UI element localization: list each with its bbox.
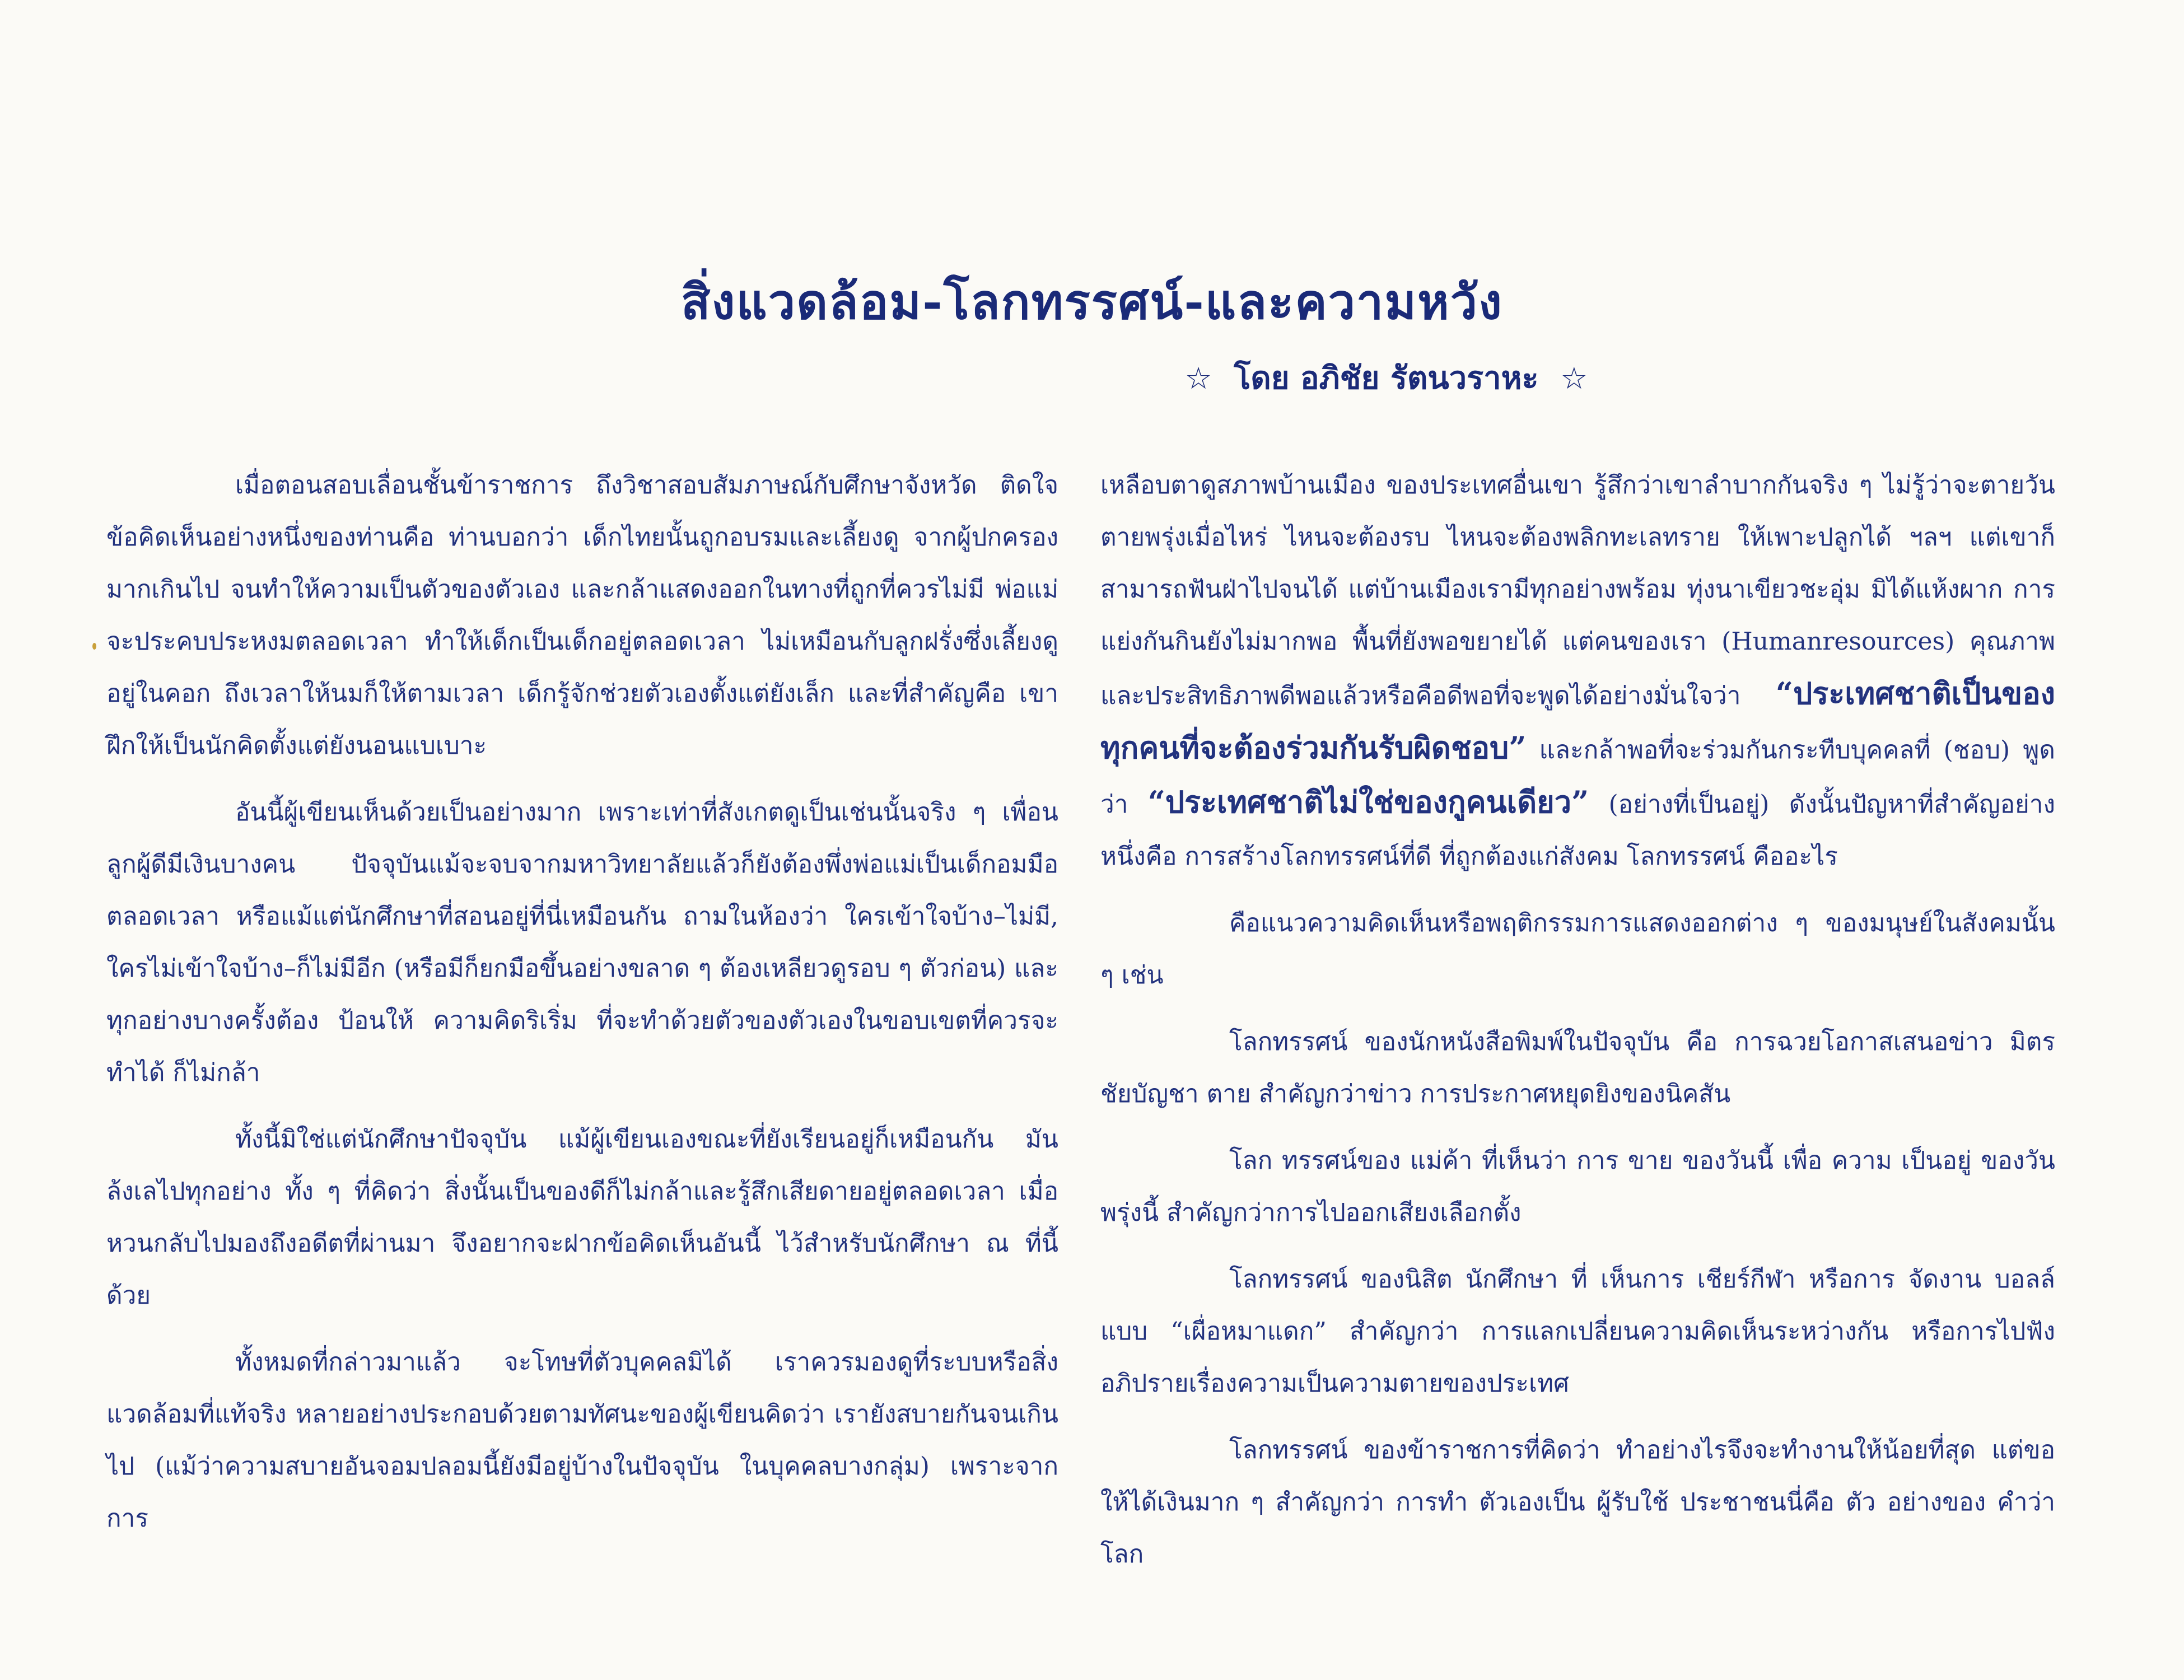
text-run: (อย่างที่เป็นอยู่) ดังนั้นปัญหาที่สำคัญอย่างหนึ่งคือ การสร้างโลกทรรศน์ที่ดี ที่ถูกต้องแก่สังคม โลกทรรศน์ คืออะไร [1100,790,2055,871]
paragraph: คือแนวความคิดเห็นหรือพฤติกรรมการแสดงออกต่าง ๆ ของมนุษย์ในสังคมนั้น ๆ เช่น [1100,909,2055,990]
author-name: โดย อภิชัย รัตนวราหะ [1234,360,1539,396]
paper-speck [92,643,96,650]
paragraph: โลกทรรศน์ ของข้าราชการที่คิดว่า ทำอย่างไรจึงจะทำงานให้น้อยที่สุด แต่ขอให้ได้เงินมาก ๆ สำคัญกว่า การทำ ตัวเองเป็น ผู้รับใช้ ประชาชนนี่คือ ตัว อย่างของ คำว่า โลก [1100,1436,2055,1569]
paragraph: โลกทรรศน์ ของนิสิต นักศึกษา ที่ เห็นการ เชียร์กีฬา หรือการ จัดงาน บอลล์แบบ “เผื่อหมาแดก” สำคัญกว่า การแลกเปลี่ยนความคิดเห็นระหว่างกัน หรือการไปฟังอภิปรายเรื่องความเป็นความตายของประเทศ [1100,1265,2055,1398]
paragraph: โลกทรรศน์ ของนักหนังสือพิมพ์ในปัจจุบัน คือ การฉวยโอกาสเสนอข่าว มิตร ชัยบัญชา ตาย สำคัญกว่าข่าว การประกาศหยุดยิงของนิคสัน [1100,1028,2055,1108]
paragraph: เมื่อตอนสอบเลื่อนชั้นข้าราชการ ถึงวิชาสอบสัมภาษณ์กับศึกษาจังหวัด ติดใจข้อคิดเห็นอย่างหนึ่งของท่านคือ ท่านบอกว่า เด็กไทยนั้นถูกอบรมและเลี้ยงดู จากผู้ปกครองมากเกินไป จนทำให้ความเป็นตัวของตัวเอง และกล้าแสดงออกในทางที่ถูกที่ควรไม่มี พ่อแม่จะประคบประหงมตลอดเวลา ทำให้เด็กเป็นเด็กอยู่ตลอดเวลา ไม่เหมือนกับลูกฝรั่งซึ่งเลี้ยงดูอยู่ในคอก ถึงเวลาให้นมก็ให้ตามเวลา เด็กรู้จักช่วยตัวเองตั้งแต่ยังเล็ก และที่สำคัญคือ เขาฝึกให้เป็นนักคิดตั้งแต่ยังนอนแบเบาะ [106,471,1058,760]
paragraph: โลก ทรรศน์ของ แม่ค้า ที่เห็นว่า การ ขาย ของวันนี้ เพื่อ ความ เป็นอยู่ ของวัน พรุ่งนี้ สำคัญกว่าการไปออกเสียงเลือกตั้ง [1100,1146,2055,1227]
star-icon: ☆ [1560,361,1588,396]
left-column [106,459,1058,1559]
text-run: และกล้าพอที่จะร่วมกันกระทืบบุคคลที่ (ชอบ) พูดว่า [1100,736,2055,819]
quote-nation-not-mine: “ประเทศชาติไม่ใช่ของกูคนเดียว” [1147,784,1589,820]
paragraph: ทั้งนี้มิใช่แต่นักศึกษาปัจจุบัน แม้ผู้เขียนเองขณะที่ยังเรียนอยู่ก็เหมือนกัน มันล้งเลไปทุกอย่าง ทั้ง ๆ ที่คิดว่า สิ่งนั้นเป็นของดีก็ไม่กล้าและรู้สึกเสียดายอยู่ตลอดเวลา เมื่อหวนกลับไปมองถึงอดีตที่ผ่านมา จึงอยากจะฝากข้อคิดเห็นอันนี้ ไว้สำหรับนักศึกษา ณ ที่นี้ด้วย [106,1125,1058,1310]
paragraph: ทั้งหมดที่กล่าวมาแล้ว จะโทษที่ตัวบุคคลมิได้ เราควรมองดูที่ระบบหรือสิ่งแวดล้อมที่แท้จริง หลายอย่างประกอบด้วยตามทัศนะของผู้เขียนคิดว่า เรายังสบายกันจนเกินไป (แม้ว่าความสบายอันจอมปลอมนี้ยังมีอยู่บ้างในปัจจุบัน ในบุคคลบางกลุ่ม) เพราะจากการ [106,1348,1058,1533]
quote-nation-everyone: “ประเทศชาติเป็นของทุกคนที่จะต้องร่วมกันรับผิดชอบ” [1100,675,2055,766]
byline [1185,353,1588,403]
article-title: สิ่งแวดล้อม-โลกทรรศน์-และความหวัง [681,274,1503,330]
text-run: เหลือบตาดูสภาพบ้านเมือง ของประเทศอื่นเขา รู้สึกว่าเขาลำบากกันจริง ๆ ไม่รู้ว่าจะตายวันตายพรุ่งเมื่อไหร่ ไหนจะต้องรบ ไหนจะต้องพลิกทะเลทราย ให้เพาะปลูกได้ ฯลฯ แต่เขาก็สามารถฟันฝ่าไปจนได้ แต่บ้านเมืองเรามีทุกอย่างพร้อม ทุ่งนาเขียวชะอุ่ม มิได้แห้งผาก การแย่งกันกินยังไม่มากพอ พื้นที่ยังพอขยายได้ แต่คนของเรา (Humanresources) คุณภาพและประสิทธิภาพดีพอแล้วหรือคือดีพอที่จะพูดได้อย่างมั่นใจว่า [1100,471,2055,710]
paragraph-continued [1100,459,2055,883]
star-icon: ☆ [1184,361,1212,396]
right-column [1100,459,2055,1595]
paragraph: อันนี้ผู้เขียนเห็นด้วยเป็นอย่างมาก เพราะเท่าที่สังเกตดูเป็นเช่นนั้นจริง ๆ เพื่อนลูกผู้ดีมีเงินบางคน ปัจจุบันแม้จะจบจากมหาวิทยาลัยแล้วก็ยังต้องพึ่งพ่อแม่เป็นเด็กอมมือตลอดเวลา หรือแม้แต่นักศึกษาที่สอนอยู่ที่นี่เหมือนกัน ถามในห้องว่า ใครเข้าใจบ้าง–ไม่มี, ใครไม่เข้าใจบ้าง–ก็ไม่มีอีก (หรือมีก็ยกมือขึ้นอย่างขลาด ๆ ต้องเหลียวดูรอบ ๆ ตัวก่อน) และทุกอย่างบางครั้งต้อง ป้อนให้ ความคิดริเริ่ม ที่จะทำด้วยตัวของตัวเองในขอบเขตที่ควรจะทำได้ ก็ไม่กล้า [106,798,1058,1087]
